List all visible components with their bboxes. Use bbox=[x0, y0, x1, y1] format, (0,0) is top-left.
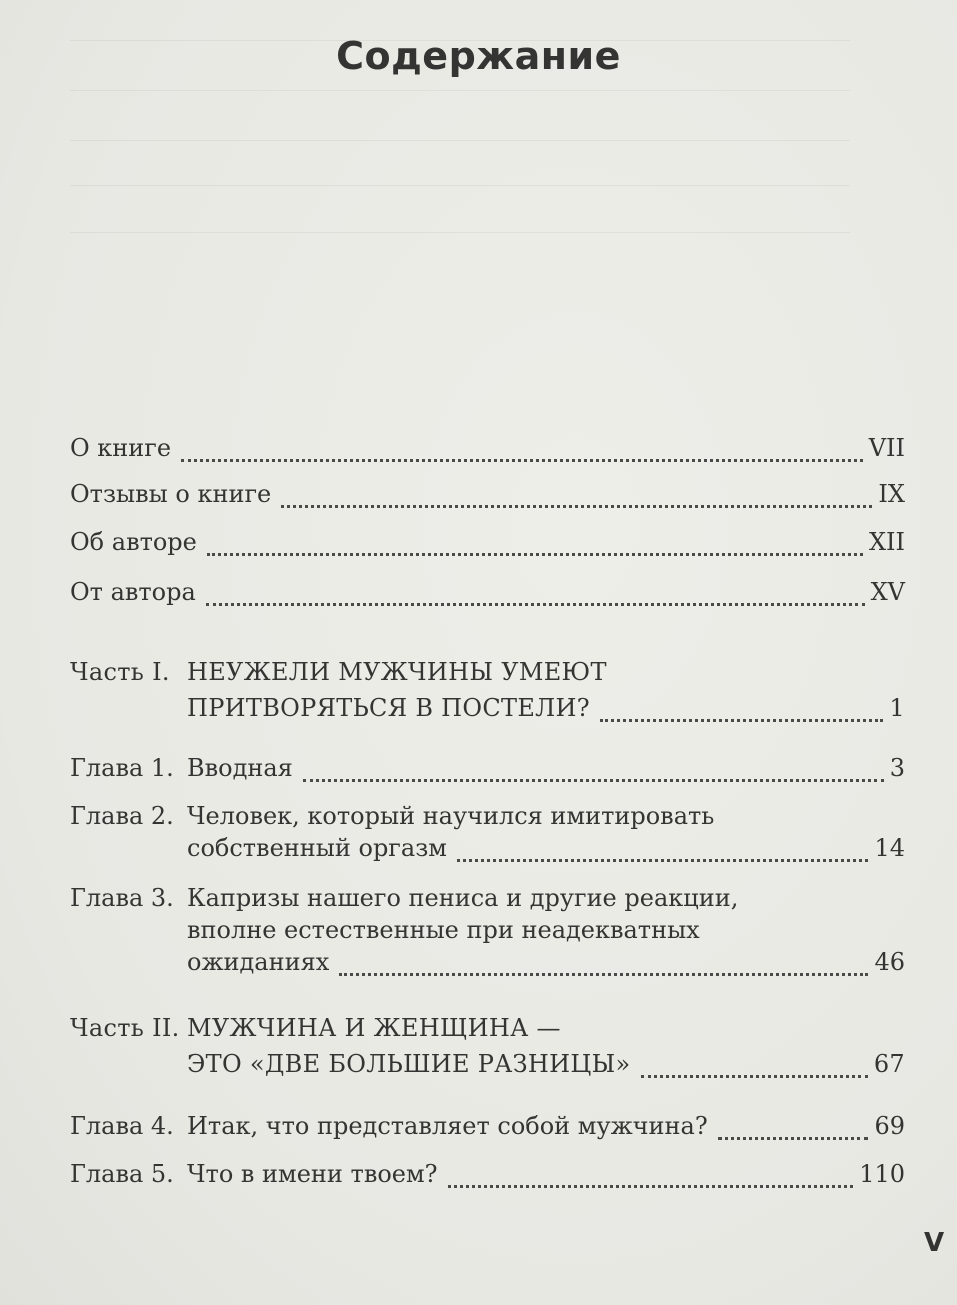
leader-dots bbox=[448, 1165, 854, 1188]
leader-dots bbox=[181, 439, 863, 462]
toc-entry-page: 46 bbox=[874, 948, 905, 976]
toc-entry-label: Отзывы о книге bbox=[70, 480, 272, 508]
chapter-title-line: Человек, который научился имитировать bbox=[187, 802, 715, 830]
toc-entry-reviews bbox=[70, 478, 905, 510]
chapter-title-line: Вводная bbox=[187, 754, 293, 782]
leader-dots bbox=[339, 953, 868, 976]
toc-entry-label: От автора bbox=[70, 578, 196, 606]
chapter-prefix: Глава 4. bbox=[70, 1112, 174, 1140]
chapter-title-line: собственный оргазм bbox=[187, 834, 447, 862]
toc-entry-page: XII bbox=[868, 528, 905, 556]
leader-dots bbox=[457, 839, 869, 862]
part-title-line: МУЖЧИНА И ЖЕНЩИНА — bbox=[187, 1014, 561, 1042]
show-through-line bbox=[70, 232, 850, 233]
toc-entry-label: О книге bbox=[70, 434, 172, 462]
toc-entry-page: VII bbox=[868, 434, 905, 462]
leader-dots bbox=[600, 699, 884, 722]
leader-dots bbox=[207, 533, 863, 556]
leader-dots bbox=[718, 1117, 869, 1140]
chapter-title-line: Итак, что представляет собой мужчина? bbox=[187, 1112, 708, 1140]
leader-dots bbox=[303, 759, 884, 782]
show-through-line bbox=[70, 185, 850, 186]
part-title-line: ЭТО «ДВЕ БОЛЬШИЕ РАЗНИЦЫ» bbox=[187, 1050, 631, 1078]
chapter-title-line: Что в имени твоем? bbox=[187, 1160, 438, 1188]
toc-entry-page: 67 bbox=[873, 1050, 905, 1078]
toc-entry-page: 1 bbox=[889, 694, 905, 722]
chapter-prefix: Глава 1. bbox=[70, 754, 174, 782]
toc-entry-label: Об авторе bbox=[70, 528, 197, 556]
page-number: V bbox=[924, 1228, 945, 1258]
leader-dots bbox=[281, 485, 872, 508]
chapter-prefix: Глава 3. bbox=[70, 884, 174, 912]
part-title-line: НЕУЖЕЛИ МУЖЧИНЫ УМЕЮТ bbox=[187, 658, 607, 686]
part-prefix: Часть I. bbox=[70, 658, 170, 686]
toc-entry-page: IX bbox=[878, 480, 905, 508]
page-title: Содержание bbox=[336, 34, 621, 78]
chapter-prefix: Глава 5. bbox=[70, 1160, 174, 1188]
toc-entry-page: 3 bbox=[889, 754, 905, 782]
toc-entry-page: 14 bbox=[874, 834, 905, 862]
leader-dots bbox=[641, 1055, 868, 1078]
show-through-line bbox=[70, 140, 850, 141]
chapter-title-line: вполне естественные при неадекватных bbox=[187, 916, 700, 944]
chapter-title-line: Капризы нашего пениса и другие реакции, bbox=[187, 884, 739, 912]
part-title-line: ПРИТВОРЯТЬСЯ В ПОСТЕЛИ? bbox=[187, 694, 590, 722]
toc-entry-page: XV bbox=[870, 578, 905, 606]
chapter-title-line: ожиданиях bbox=[187, 948, 330, 976]
toc-entry-about-book bbox=[70, 432, 905, 464]
toc-entry-about-author bbox=[70, 526, 905, 558]
toc-entry-from-author bbox=[70, 576, 905, 608]
show-through-line bbox=[70, 90, 850, 91]
leader-dots bbox=[206, 583, 865, 606]
toc-entry-page: 110 bbox=[859, 1160, 905, 1188]
toc-entry-page: 69 bbox=[874, 1112, 905, 1140]
chapter-prefix: Глава 2. bbox=[70, 802, 174, 830]
part-prefix: Часть II. bbox=[70, 1014, 180, 1042]
